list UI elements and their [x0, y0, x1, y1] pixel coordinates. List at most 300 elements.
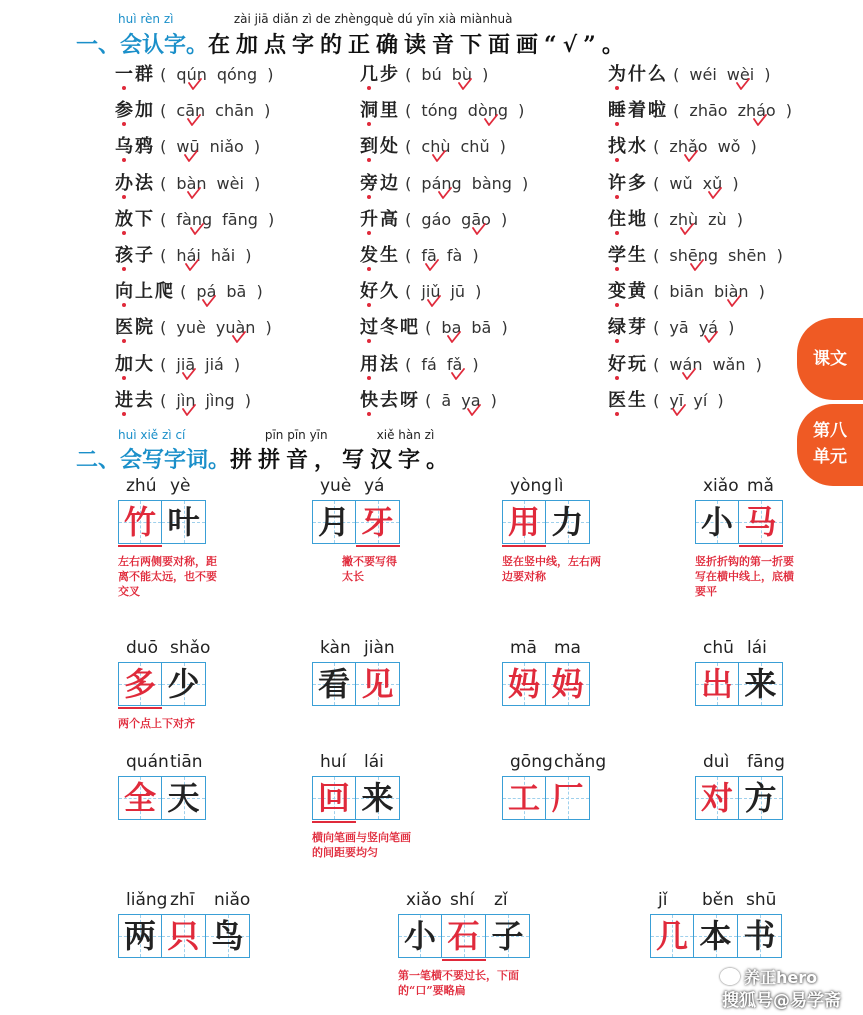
option-1[interactable]: jiā	[176, 355, 195, 374]
question-item	[115, 241, 252, 267]
emphasis-dot	[615, 412, 619, 416]
check-mark-icon	[472, 223, 486, 235]
watermark-line1	[720, 965, 817, 988]
word-pinyin: chū	[703, 638, 734, 658]
option-1[interactable]: yā	[669, 318, 689, 338]
check-mark-icon	[682, 368, 696, 380]
watermark-line1-text: 养正hero	[744, 968, 818, 987]
writing-cell: 妈	[502, 662, 546, 706]
writing-grid	[118, 662, 206, 706]
option-1[interactable]: chù	[421, 137, 450, 156]
section2-pinyin	[118, 428, 434, 442]
question-options: ( hái hǎi )	[155, 246, 252, 265]
note-underline	[442, 959, 486, 961]
question-word: 乌鸦	[115, 136, 155, 157]
question-options: ( yā yá )	[648, 318, 734, 337]
word-pinyin: duì	[703, 752, 730, 772]
writing-tip: 横向笔画与竖向笔画的间距要均匀	[312, 831, 411, 859]
question-options: ( cān chān )	[155, 101, 270, 120]
emphasis-dot	[122, 122, 126, 126]
writing-grid	[312, 776, 400, 820]
question-item	[608, 241, 783, 267]
option-2[interactable]: qóng	[216, 65, 258, 84]
question-item	[608, 313, 734, 339]
check-mark-icon	[753, 114, 767, 126]
section1-period: 。	[186, 32, 209, 58]
emphasis-dot	[367, 158, 371, 162]
option-2[interactable]: jìng	[205, 390, 235, 410]
question-options: ( tóng dòng )	[400, 101, 524, 120]
option-1[interactable]: ba	[441, 318, 461, 337]
option-2[interactable]: dòng	[468, 101, 508, 120]
section1-number: 一、	[76, 32, 121, 58]
section1-instruction: 在加点字的正确读音下面画“√”。	[208, 32, 630, 58]
question-word: 参加	[115, 100, 155, 121]
question-options: ( jiǔ jū )	[400, 282, 481, 301]
option-1[interactable]: fàng	[176, 210, 212, 229]
writing-tip: 左右两侧要对称，距离不能太远，也不要交叉	[118, 555, 217, 598]
question-item	[115, 277, 263, 303]
question-item	[360, 277, 481, 303]
question-options: ( ā ya )	[420, 391, 497, 410]
option-2[interactable]: niǎo	[209, 137, 244, 157]
option-1[interactable]: zhāo	[689, 101, 728, 121]
option-2[interactable]: bàng	[471, 173, 512, 193]
writing-tip: 第一笔横不要过长，下面的“口”要略扁	[398, 969, 519, 997]
option-1[interactable]: wán	[669, 355, 702, 374]
option-2[interactable]: gāo	[461, 210, 491, 229]
question-word: 绿芽	[608, 317, 648, 338]
option-1[interactable]: jiǔ	[421, 282, 440, 301]
check-mark-icon	[458, 78, 472, 90]
question-word: 用法	[360, 354, 400, 375]
check-mark-icon	[188, 78, 202, 90]
writing-cell: 子	[486, 914, 530, 958]
question-options: ( jiā jiá )	[155, 355, 240, 374]
writing-grid	[502, 662, 590, 706]
word-pinyin: mǎ	[747, 476, 774, 496]
check-mark-icon	[182, 404, 196, 416]
writing-grid	[398, 914, 530, 958]
writing-tip: 竖折折钩的第一折要写在横中线上，底横要平	[695, 555, 794, 598]
word-pinyin: duō	[126, 638, 158, 658]
option-2[interactable]: fǎ	[447, 355, 462, 374]
question-word: 到处	[360, 136, 400, 157]
option-2[interactable]: yá	[699, 318, 718, 337]
writing-cell: 天	[162, 776, 206, 820]
section2-lead: 会写字词	[120, 447, 209, 473]
side-tab-lesson-label: 课文	[813, 349, 847, 369]
writing-cell: 出	[695, 662, 739, 706]
check-mark-icon	[190, 223, 204, 235]
section2-pinyin-2: pīn pīn yīn	[264, 428, 328, 442]
writing-cell: 竹	[118, 500, 162, 544]
writing-cell: 来	[356, 776, 400, 820]
word-pinyin: yuè	[320, 476, 352, 496]
word-pinyin: fāng	[747, 752, 785, 772]
option-1[interactable]: wéi	[689, 65, 717, 84]
option-2[interactable]: wèi	[727, 65, 754, 84]
section2-period: 。	[208, 447, 231, 473]
check-mark-icon	[708, 187, 722, 199]
question-options: ( páng bàng )	[400, 174, 528, 193]
writing-cell: 马	[739, 500, 783, 544]
question-options: ( yī yí )	[648, 391, 724, 410]
option-1[interactable]: zhù	[669, 210, 698, 229]
question-item	[608, 386, 724, 412]
writing-cell: 小	[695, 500, 739, 544]
question-options: ( wán wǎn )	[648, 355, 762, 374]
question-options: ( biān biàn )	[648, 282, 765, 301]
option-1[interactable]: ā	[441, 390, 452, 410]
question-options: ( zhù zù )	[648, 210, 743, 229]
writing-cell: 多	[118, 662, 162, 706]
writing-cell: 妈	[546, 662, 590, 706]
option-2[interactable]: ya	[461, 391, 480, 410]
check-mark-icon	[432, 150, 446, 162]
emphasis-dot	[367, 376, 371, 380]
question-word: 一群	[115, 64, 155, 85]
writing-grid	[695, 500, 783, 544]
question-options: ( shēng shēn )	[648, 246, 783, 265]
question-item	[608, 132, 757, 158]
writing-grid	[502, 500, 590, 544]
side-tab-lesson[interactable]	[797, 318, 863, 400]
option-1[interactable]: shēng	[669, 246, 718, 265]
option-2[interactable]: yí	[693, 390, 708, 410]
option-1[interactable]: zhǎo	[669, 137, 707, 156]
option-2[interactable]: bù	[452, 65, 472, 84]
word-pinyin: shǎo	[170, 638, 211, 658]
question-options: ( qún qóng )	[155, 65, 273, 84]
question-word: 为什么	[608, 64, 668, 85]
question-word: 好玩	[608, 354, 648, 375]
option-2[interactable]: xǔ	[703, 174, 723, 193]
option-2[interactable]: yuàn	[216, 318, 256, 337]
option-2[interactable]: chān	[215, 101, 255, 121]
option-2[interactable]: fà	[446, 246, 463, 265]
writing-cell: 回	[312, 776, 356, 820]
writing-cell: 叶	[162, 500, 206, 544]
writing-grid	[695, 662, 783, 706]
option-2[interactable]: zháo	[738, 101, 776, 120]
emphasis-dot	[122, 158, 126, 162]
question-word: 放下	[115, 209, 155, 230]
question-options: ( zhǎo wǒ )	[648, 137, 757, 156]
option-2[interactable]: jiá	[205, 354, 224, 374]
note-underline	[312, 821, 356, 823]
note-underline	[356, 545, 400, 547]
question-options: ( wéi wèi )	[668, 65, 771, 84]
question-word: 变黄	[608, 281, 648, 302]
question-word: 找水	[608, 136, 648, 157]
question-word: 快去呀	[360, 390, 420, 411]
option-2[interactable]: biàn	[714, 282, 749, 301]
question-item	[608, 96, 792, 122]
option-1[interactable]: bú	[421, 65, 442, 84]
emphasis-dot	[615, 231, 619, 235]
section1-lead: 会认字	[120, 32, 187, 58]
word-pinyin: mā	[510, 638, 537, 658]
section2-pinyin-3: xiě hàn zì	[376, 428, 435, 442]
writing-cell: 小	[398, 914, 442, 958]
option-1[interactable]: yuè	[176, 318, 206, 338]
question-word: 过冬吧	[360, 317, 420, 338]
emphasis-dot	[122, 86, 126, 90]
emphasis-dot	[367, 303, 371, 307]
check-mark-icon	[232, 331, 246, 343]
option-1[interactable]: pá	[196, 282, 216, 301]
question-item	[115, 313, 272, 339]
check-mark-icon	[202, 295, 216, 307]
check-mark-icon	[438, 187, 452, 199]
option-2[interactable]: zù	[708, 209, 727, 229]
question-options: ( gáo gāo )	[400, 210, 507, 229]
word-pinyin: zǐ	[494, 890, 508, 910]
writing-cell: 本	[694, 914, 738, 958]
check-mark-icon	[736, 78, 750, 90]
check-mark-icon	[427, 295, 441, 307]
section1-rest-pinyin: zài jiā diǎn zì de zhèngquè dú yīn xià miànhuà	[233, 12, 513, 26]
check-mark-icon	[182, 368, 196, 380]
question-options: ( fá fǎ )	[400, 355, 479, 374]
option-1[interactable]: wǔ	[669, 173, 693, 193]
question-word: 办法	[115, 173, 155, 194]
word-pinyin: niǎo	[214, 890, 251, 910]
question-word: 几步	[360, 64, 400, 85]
writing-grid	[650, 914, 782, 958]
check-mark-icon	[425, 259, 439, 271]
writing-tip: 两个点上下对齐	[118, 717, 195, 730]
emphasis-dot	[367, 339, 371, 343]
question-word: 加大	[115, 354, 155, 375]
question-options: ( pá bā )	[175, 282, 263, 301]
option-2[interactable]: fāng	[222, 209, 258, 229]
word-pinyin: liǎng	[126, 890, 168, 910]
check-mark-icon	[704, 331, 718, 343]
writing-cell: 石	[442, 914, 486, 958]
emphasis-dot	[122, 267, 126, 271]
word-pinyin: kàn	[320, 638, 351, 658]
section2-lead-pinyin: huì xiě zì cí	[118, 428, 186, 442]
word-pinyin: lái	[364, 752, 384, 772]
question-options: ( chù chǔ )	[400, 137, 506, 156]
emphasis-dot	[615, 303, 619, 307]
question-word: 许多	[608, 173, 648, 194]
emphasis-dot	[615, 339, 619, 343]
question-options: ( bàn wèi )	[155, 174, 260, 193]
check-mark-icon	[467, 404, 481, 416]
emphasis-dot	[122, 303, 126, 307]
note-underline	[118, 707, 162, 709]
word-pinyin: chǎng	[554, 752, 607, 772]
word-pinyin: lái	[747, 638, 767, 658]
emphasis-dot	[122, 339, 126, 343]
question-options: ( wū niǎo )	[155, 137, 260, 156]
question-item	[360, 60, 488, 86]
writing-grid	[118, 776, 206, 820]
option-2[interactable]: wǎn	[712, 354, 746, 374]
word-pinyin: lì	[554, 476, 564, 496]
option-1[interactable]: hái	[176, 246, 200, 265]
option-2[interactable]: chǔ	[460, 137, 490, 157]
writing-cell: 力	[546, 500, 590, 544]
writing-cell: 鸟	[206, 914, 250, 958]
question-word: 向上爬	[115, 281, 175, 302]
question-word: 学生	[608, 245, 648, 266]
writing-cell: 厂	[546, 776, 590, 820]
question-options: ( fā fà )	[400, 246, 479, 265]
writing-grid	[695, 776, 783, 820]
word-pinyin: shí	[450, 890, 475, 910]
check-mark-icon	[185, 259, 199, 271]
question-options: ( fàng fāng )	[155, 210, 274, 229]
emphasis-dot	[367, 122, 371, 126]
question-word: 住地	[608, 209, 648, 230]
section1-lead-pinyin: huì rèn zì	[118, 12, 174, 26]
question-item	[360, 96, 524, 122]
option-1[interactable]: fā	[421, 246, 436, 265]
section2-title	[76, 443, 454, 474]
question-item	[115, 132, 260, 158]
question-item	[608, 350, 762, 376]
writing-tip: 撇不要写得太长	[342, 555, 397, 583]
emphasis-dot	[615, 195, 619, 199]
question-word: 进去	[115, 390, 155, 411]
word-pinyin: quán	[126, 752, 169, 772]
word-pinyin: shū	[746, 890, 777, 910]
option-1[interactable]: bàn	[176, 174, 206, 193]
note-underline	[502, 545, 546, 547]
option-1[interactable]: qún	[176, 65, 206, 84]
emphasis-dot	[367, 195, 371, 199]
word-pinyin: yè	[170, 476, 191, 496]
question-word: 医院	[115, 317, 155, 338]
check-mark-icon	[451, 368, 465, 380]
question-word: 发生	[360, 245, 400, 266]
writing-cell: 牙	[356, 500, 400, 544]
writing-grid	[312, 500, 400, 544]
option-1[interactable]: jìn	[176, 391, 195, 410]
option-2[interactable]: wèi	[216, 173, 244, 193]
emphasis-dot	[367, 86, 371, 90]
check-mark-icon	[187, 187, 201, 199]
question-word: 旁边	[360, 173, 400, 194]
option-1[interactable]: fá	[421, 354, 437, 374]
question-item	[608, 169, 739, 195]
emphasis-dot	[615, 86, 619, 90]
option-1[interactable]: wū	[176, 137, 199, 156]
emphasis-dot	[122, 231, 126, 235]
section1-pinyin	[118, 12, 512, 26]
option-2[interactable]: bā	[471, 318, 492, 338]
option-2[interactable]: hǎi	[210, 246, 236, 265]
emphasis-dot	[122, 376, 126, 380]
question-word: 好久	[360, 281, 400, 302]
word-pinyin: tiān	[170, 752, 203, 772]
question-word: 医生	[608, 390, 648, 411]
question-item	[360, 350, 479, 376]
emphasis-dot	[122, 195, 126, 199]
option-2[interactable]: jū	[450, 282, 466, 302]
question-item	[360, 386, 497, 412]
word-pinyin: zhī	[170, 890, 195, 910]
option-2[interactable]: shēn	[728, 246, 767, 265]
note-underline	[739, 545, 783, 547]
option-1[interactable]: páng	[421, 174, 461, 193]
option-1[interactable]: yī	[669, 391, 683, 410]
option-1[interactable]: cān	[176, 101, 205, 120]
writing-grid	[118, 914, 250, 958]
writing-cell: 只	[162, 914, 206, 958]
emphasis-dot	[122, 412, 126, 416]
question-options: ( wǔ xǔ )	[648, 174, 739, 193]
option-1[interactable]: tóng	[421, 101, 458, 121]
word-pinyin: yòng	[510, 476, 553, 496]
question-item	[608, 205, 743, 231]
writing-cell: 两	[118, 914, 162, 958]
writing-cell: 月	[312, 500, 356, 544]
question-item	[360, 132, 506, 158]
question-word: 洞里	[360, 100, 400, 121]
question-item	[115, 350, 240, 376]
section2-instruction: 拼拼音，写汉字。	[230, 447, 455, 473]
question-options: ( ba bā )	[420, 318, 508, 337]
option-2[interactable]: wǒ	[717, 137, 741, 157]
writing-cell: 工	[502, 776, 546, 820]
writing-cell: 见	[356, 662, 400, 706]
check-mark-icon	[484, 114, 498, 126]
word-pinyin: huí	[320, 752, 347, 772]
side-tab-unit[interactable]	[797, 404, 863, 486]
check-mark-icon	[680, 223, 694, 235]
check-mark-icon	[727, 295, 741, 307]
question-options: ( jìn jìng )	[155, 391, 251, 410]
question-item	[115, 60, 273, 86]
question-word: 升高	[360, 209, 400, 230]
writing-tip: 竖在竖中线，左右两边要对称	[502, 555, 601, 583]
question-word: 睡着啦	[608, 100, 668, 121]
writing-cell: 对	[695, 776, 739, 820]
word-pinyin: gōng	[510, 752, 553, 772]
writing-cell: 方	[739, 776, 783, 820]
writing-cell: 全	[118, 776, 162, 820]
writing-grid	[312, 662, 400, 706]
writing-cell: 书	[738, 914, 782, 958]
emphasis-dot	[615, 267, 619, 271]
section2-number: 二、	[76, 447, 121, 473]
question-item	[360, 169, 528, 195]
option-1[interactable]: biān	[669, 282, 704, 302]
question-item	[360, 241, 479, 267]
option-1[interactable]: gáo	[421, 209, 452, 229]
question-item	[115, 386, 251, 412]
word-pinyin: jǐ	[658, 890, 668, 910]
question-item	[360, 205, 507, 231]
emphasis-dot	[367, 231, 371, 235]
option-2[interactable]: bā	[226, 282, 247, 302]
emphasis-dot	[615, 376, 619, 380]
check-mark-icon	[187, 114, 201, 126]
word-pinyin: zhú	[126, 476, 157, 496]
word-pinyin: jiàn	[364, 638, 395, 658]
word-pinyin: xiǎo	[703, 476, 739, 496]
writing-cell: 少	[162, 662, 206, 706]
note-underline	[118, 545, 162, 547]
question-item	[360, 313, 508, 339]
word-pinyin: xiǎo	[406, 890, 442, 910]
side-tab-unit-label: 第八单元	[813, 421, 847, 467]
